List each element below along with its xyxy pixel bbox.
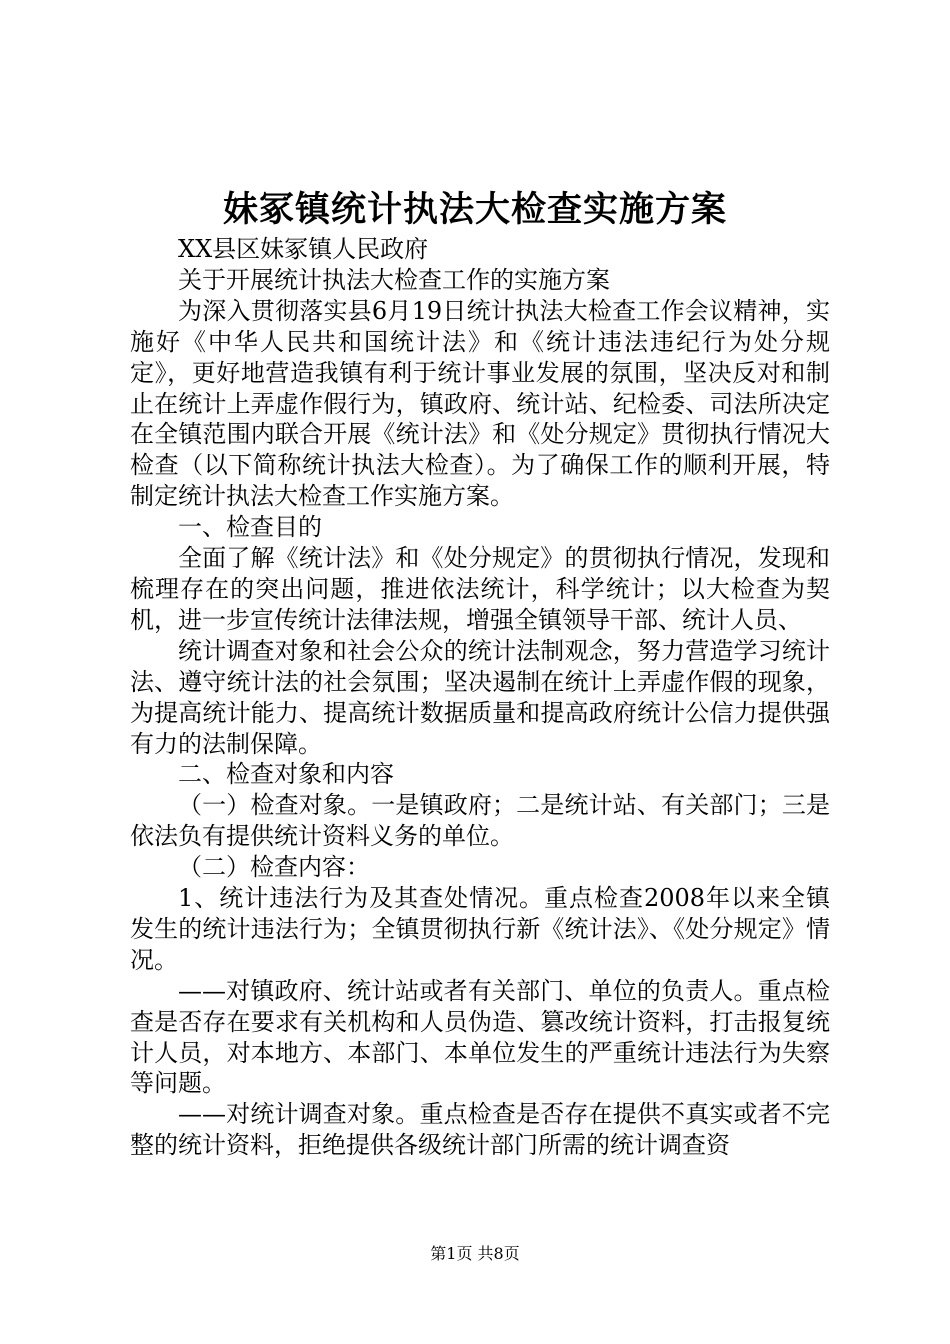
paragraph-item-1: 1、统计违法行为及其查处情况。重点检查2008年以来全镇发生的统计违法行为；全镇贯彻执行新《统计法》、《处分规定》情况。 xyxy=(130,884,830,974)
paragraph-targets: （一）检查对象。一是镇政府；二是统计站、有关部门；三是依法负有提供统计资料义务的单位。 xyxy=(130,791,830,851)
document-title: 妹冢镇统计执法大检查实施方案 xyxy=(222,189,727,230)
paragraph-survey-objects: ——对统计调查对象。重点检查是否存在提供不真实或者不完整的统计资料，拒绝提供各级统计部门所需的统计调查资 xyxy=(130,1100,830,1160)
paragraph-responsible-persons: ——对镇政府、统计站或者有关部门、单位的负责人。重点检查是否存在要求有关机构和人员伪造、篡改统计资料，打击报复统计人员，对本地方、本部门、本单位发生的严重统计违法行为失察等问题。 xyxy=(130,976,830,1098)
section-heading-purpose: 一、检查目的 xyxy=(178,513,322,542)
paragraph-subtitle: 关于开展统计执法大检查工作的实施方案 xyxy=(178,265,610,294)
page-number-footer: 第1页 共8页 xyxy=(430,1244,520,1263)
paragraph-issuer: XX县区妹冢镇人民政府 xyxy=(178,235,429,263)
section-heading-targets: 二、检查对象和内容 xyxy=(178,760,394,789)
document-body xyxy=(130,234,830,1161)
paragraph-purpose-2: 统计调查对象和社会公众的统计法制观念，努力营造学习统计法、遵守统计法的社会氛围；坚决遏制在统计上弄虚作假的现象，为提高统计能力、提高统计数据质量和提高政府统计公信力提供强有力的法制保障。 xyxy=(130,636,830,758)
subheading-contents: （二）检查内容： xyxy=(178,853,370,882)
paragraph-purpose-1: 全面了解《统计法》和《处分规定》的贯彻执行情况，发现和梳理存在的突出问题，推进依法统计，科学统计；以大检查为契机，进一步宣传统计法律法规，增强全镇领导干部、统计人员、 xyxy=(130,544,830,634)
paragraph-intro: 为深入贯彻落实县6月19日统计执法大检查工作会议精神，实施好《中华人民共和国统计法》和《统计违法违纪行为处分规定》，更好地营造我镇有利于统计事业发展的氛围，坚决反对和制止在统计上弄虚作假行为，镇政府、统计站、纪检委、司法所决定在全镇范围内联合开展《统计法》和《处分规定》贯彻执行情况大检查（以下简称统计执法大检查）。为了确保工作的顺利开展，特制定统计执法大检查工作实施方案。 xyxy=(130,296,830,511)
